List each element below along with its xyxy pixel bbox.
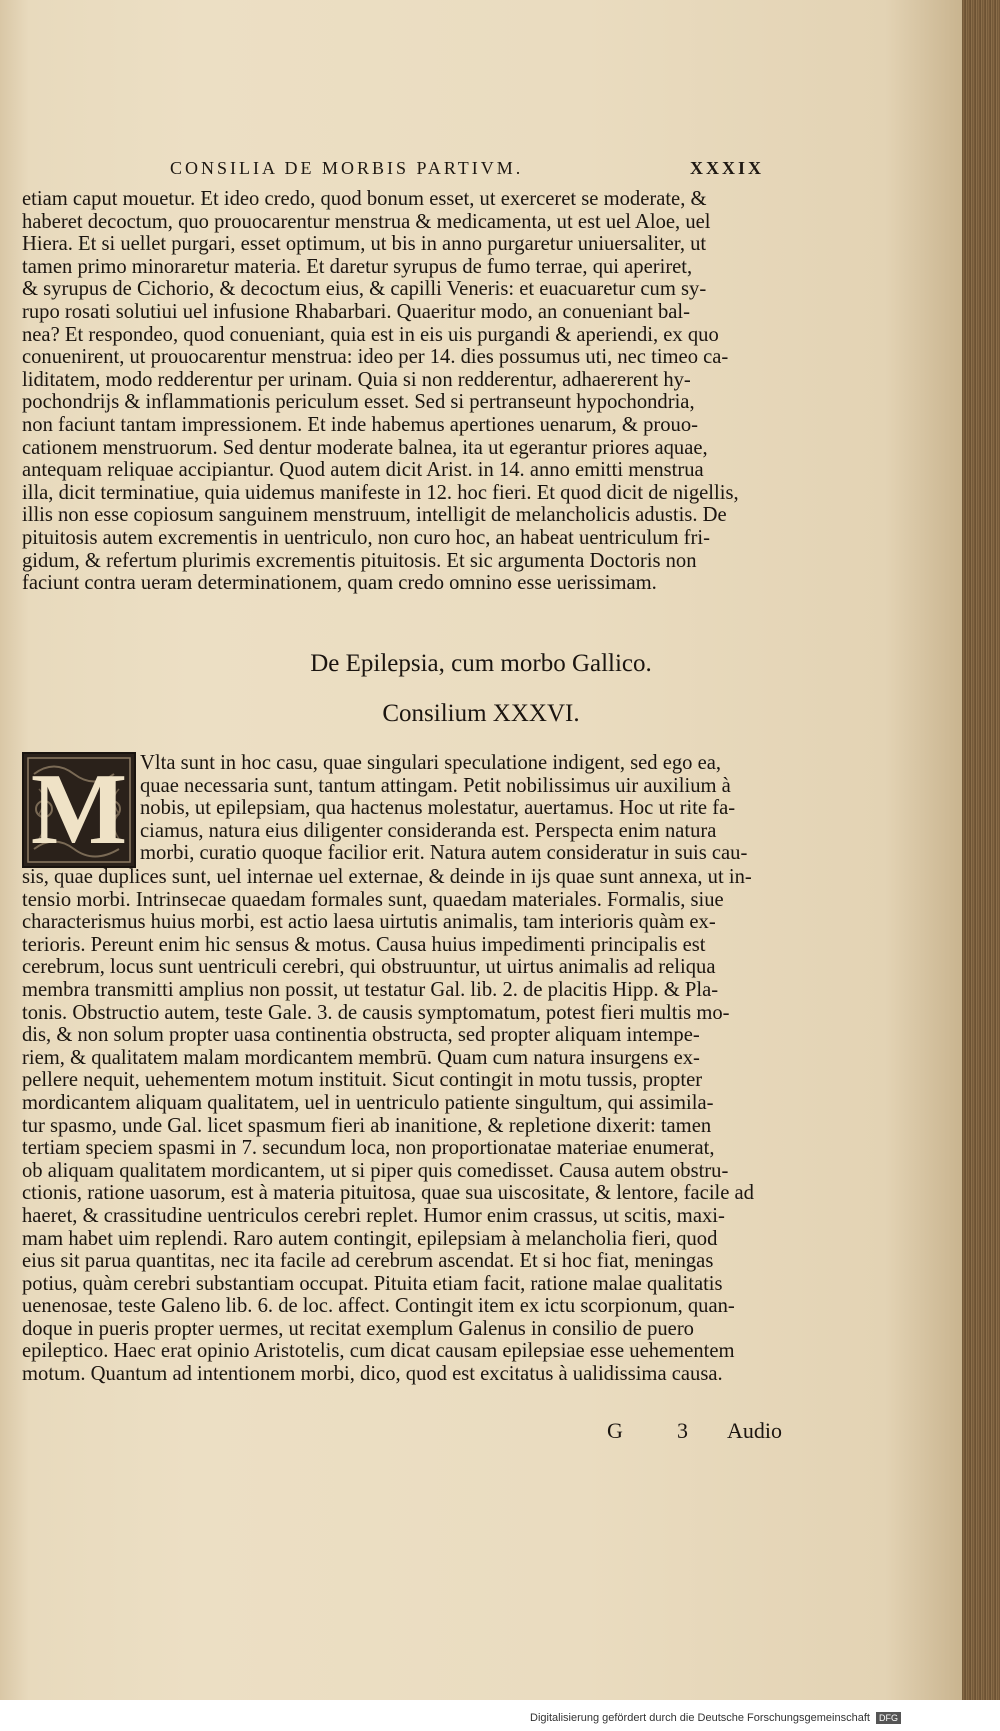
text-block-body: [22, 866, 782, 1386]
text-line: cationem menstruorum. Sed dentur moderate balnea, ita ut egerantur priores aquae,: [22, 436, 708, 459]
text-line: ob aliquam qualitatem mordicantem, ut si piper quis comedisset. Causa autem obstru-: [22, 1159, 729, 1182]
section-title: De Epilepsia, cum morbo Gallico.: [310, 650, 652, 677]
text-line: terioris. Pereunt enim hic sensus & motus. Causa huius impedimenti principalis est: [22, 933, 706, 956]
text-line: ctionis, ratione uasorum, est à materia pituitosa, quae sua uiscositate, & lentore, facile ad: [22, 1182, 754, 1205]
text-line: conuenirent, ut prouocarentur menstrua: ideo per 14. dies possumus uti, nec timeo ca-: [22, 346, 729, 369]
text-line: rupo rosati solutiui uel infusione Rhabarbari. Quaeritur modo, an conueniant bal-: [22, 300, 690, 323]
text-line: riem, & qualitatem malam mordicantem membrū. Quam cum natura insurgens ex-: [22, 1046, 700, 1069]
text-line: tamen primo minoraretur materia. Et daretur syrupus de fumo terrae, qui aperiret,: [22, 255, 693, 278]
text-line: mam habet uim replendi. Raro autem contingit, epilepsiam à melancholia fieri, quod: [22, 1227, 718, 1250]
text-line: nobis, ut epilepsiam, qua hactenus molestatur, auertamus. Hoc ut rite fa-: [140, 797, 736, 820]
text-line: haberet decoctum, quo prouocarentur menstrua & medicamenta, ut est uel Aloe, uel: [22, 210, 711, 233]
text-line: motum. Quantum ad intentionem morbi, dico, quod est excitatus à ualidissima causa.: [22, 1363, 723, 1386]
text-line: characterismus huius morbi, est actio laesa uirtutis animalis, tam interioris quàm ex-: [22, 911, 716, 934]
text-line: ciamus, natura eius diligenter consideranda est. Perspecta enim natura: [140, 819, 717, 842]
consilium-heading: Consilium XXXVI.: [382, 700, 580, 727]
signature-mark: G: [607, 1418, 623, 1443]
text-line: haeret, & crassitudine uentriculos cerebri replet. Humor enim crassus, ut scitis, maxi-: [22, 1204, 725, 1227]
text-line: membra transmitti amplius non possit, ut testatur Gal. lib. 2. de placitis Hipp. & Pla-: [22, 978, 719, 1001]
text-line: illa, dicit terminatiue, quia uidemus manifeste in 12. hoc fieri. Et quod dicit de nigellis,: [22, 481, 739, 504]
text-line: liditatem, modo redderentur per urinam. Quia si non redderentur, adhaererent hy-: [22, 368, 691, 391]
folio-number: XXXIX: [690, 158, 765, 178]
dfg-logo-icon: DFG: [876, 1712, 901, 1724]
text-line: mordicantem aliquam qualitatem, uel in uentriculo patiente singultum, qui assimila-: [22, 1091, 714, 1114]
text-line: pituitosis autem excrementis in uentriculo, non curo hoc, an habeat uentriculum fri-: [22, 526, 710, 549]
text-line: tertiam speciem spasmi in 7. secundum loca, non proportionatae materiae enumerat,: [22, 1137, 715, 1160]
text-line: Vlta sunt in hoc casu, quae singulari speculatione indigent, sed ego ea,: [140, 752, 722, 774]
book-fore-edge: [962, 0, 1000, 1700]
credit-text: Digitalisierung gefördert durch die Deutsche Forschungsgemeinschaft: [530, 1712, 870, 1724]
text-line: doque in pueris propter uermes, ut recitat exemplum Galenus in consilio de puero: [22, 1317, 694, 1340]
text-line: antequam reliquae accipiantur. Quod autem dicit Arist. in 14. anno emitti menstrua: [22, 459, 704, 482]
text-block-opening: [140, 752, 782, 865]
text-line: dis, & non solum propter uasa continentia obstructa, sed propter aliquam intempe-: [22, 1024, 700, 1047]
page-footer: [0, 1418, 962, 1448]
text-line: gidum, & refertum plurimis excrementis pituitosis. Et sic argumenta Doctoris non: [22, 549, 697, 572]
text-line: non faciunt tantam impressionem. Et inde habemus apertiones uenarum, & prouo-: [22, 413, 698, 436]
page-header: [0, 158, 962, 186]
text-line: & syrupus de Cichorio, & decoctum eius, & capilli Veneris: et euacuaretur cum sy-: [22, 278, 707, 301]
text-line: pellere nequit, uehementem motum instituit. Sicut contingit in motu tussis, propter: [22, 1069, 703, 1092]
decorated-initial: [22, 752, 136, 868]
text-line: tur spasmo, unde Gal. licet spasmum fieri ab inanitione, & repletione dixerit: tamen: [22, 1114, 712, 1137]
text-line: cerebrum, locus sunt uentriculi cerebri, qui obstruuntur, ut uirtus animalis ad reliqua: [22, 956, 716, 979]
text-line: eius sit parua quantitas, nec ita facile ad cerebrum ascendat. Et si hoc fiat, meningas: [22, 1250, 714, 1273]
text-line: nea? Et respondeo, quod conueniant, quia est in eis uis purgandi & aperiendi, ex quo: [22, 323, 719, 346]
running-head: CONSILIA DE MORBIS PARTIVM.: [170, 158, 524, 178]
text-line: tonis. Obstructio autem, teste Gale. 3. de causis symptomatum, potest fieri multis mo-: [22, 1001, 730, 1024]
text-line: Hiera. Et si uellet purgari, esset optimum, ut bis in anno purgaretur uniuersaliter, ut: [22, 233, 707, 256]
signature-number: 3: [677, 1418, 688, 1443]
text-line: faciunt contra ueram determinationem, quam credo omnino esse uerissimam.: [22, 572, 657, 595]
digitization-credit: [530, 1712, 1000, 1730]
text-line: illis non esse copiosum sanguinem menstruum, intelligit de melancholicis adustis. De: [22, 504, 727, 527]
text-line: potius, quàm cerebri substantiam occupat. Pituita etiam facit, ratione malae qualitatis: [22, 1272, 723, 1295]
text-line: uenenosae, teste Galeno lib. 6. de loc. affect. Contingit item ex ictu scorpionum, quan-: [22, 1295, 735, 1318]
text-line: etiam caput mouetur. Et ideo credo, quod bonum esset, ut exerceret se moderate, &: [22, 188, 707, 210]
text-line: tensio morbi. Intrinsecae quaedam formales sunt, quaedam materiales. Formalis, siue: [22, 888, 724, 911]
text-line: quae necessaria sunt, tantum attingam. Petit nobilissimus uir auxilium à: [140, 774, 731, 797]
initial-letter: M: [30, 753, 128, 866]
catchword: Audio: [727, 1418, 782, 1443]
text-line: sis, quae duplices sunt, uel internae uel externae, & deinde in ijs quae sunt annexa, ut in-: [22, 866, 752, 888]
text-line: morbi, curatio quoque facilior erit. Natura autem consideratur in suis cau-: [140, 842, 748, 865]
text-line: epileptico. Haec erat opinio Aristotelis, cum dicat causam epilepsiae esse uehementem: [22, 1340, 735, 1363]
text-line: pochondrijs & inflammationis periculum esset. Sed si pertranseunt hypochondria,: [22, 391, 695, 414]
text-block-continuation: [22, 188, 782, 595]
